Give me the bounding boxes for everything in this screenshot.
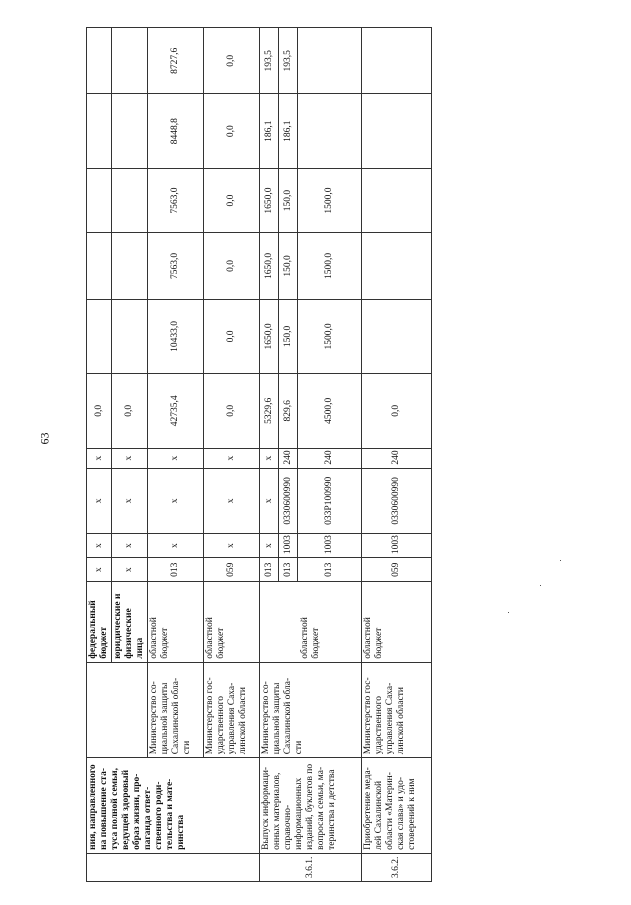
event-name-cell: ния, направленного на повышение ста-туса полной семьи, ведущей здоровый образ жизни, про-паганда ответ-ственного роди-тельства и мате-ринства (87, 758, 260, 854)
executor-cell (87, 662, 148, 758)
value-cell: 1500,0 (298, 233, 362, 299)
item-number-cell: 3.6.1. (260, 853, 362, 881)
value-cell: 1500,0 (298, 168, 362, 232)
number-cell (87, 853, 260, 881)
event-name-cell: Приобретение меда-лей Сахалинской области «Материн-ская слава» и удо-стоверений к ним (362, 758, 432, 854)
source-cell: юридические и физические лица (112, 582, 148, 662)
value-cell: 0,0 (204, 299, 260, 373)
value-cell: 1650,0 (260, 168, 279, 232)
value-cell: 0,0 (87, 374, 112, 448)
code-cell: x (204, 468, 260, 533)
code-cell: 013 (148, 558, 204, 582)
table-row (260, 28, 279, 882)
code-cell: x (112, 468, 148, 533)
value-cell: 150,0 (279, 168, 298, 232)
code-cell: x (260, 534, 279, 558)
value-cell (112, 168, 148, 232)
value-cell (362, 168, 432, 232)
executor-cell: Министерство со-циальной защиты Сахалинской обла-сти (148, 662, 204, 758)
item-number-cell: 3.6.2. (362, 853, 432, 881)
value-cell (298, 28, 362, 95)
code-cell: x (148, 448, 204, 468)
rotated-table-wrapper (86, 27, 461, 882)
code-cell: x (148, 468, 204, 533)
value-cell: 829,6 (279, 374, 298, 448)
code-cell: 033Р100990 (298, 468, 362, 533)
table-row (204, 28, 260, 882)
value-cell: 0,0 (204, 28, 260, 95)
source-cell: областной бюджет (148, 582, 204, 662)
code-cell: x (204, 534, 260, 558)
code-cell: 240 (298, 448, 362, 468)
table-row (87, 28, 112, 882)
value-cell: 4500,0 (298, 374, 362, 448)
value-cell: 0,0 (204, 94, 260, 168)
code-cell: x (112, 534, 148, 558)
value-cell: 1500,0 (298, 299, 362, 373)
scan-speck (540, 585, 541, 586)
code-cell: x (87, 468, 112, 533)
executor-cell: Министерство со-циальной защиты Сахалинской обла-сти (260, 662, 362, 758)
code-cell: x (260, 468, 279, 533)
value-cell: 1650,0 (260, 233, 279, 299)
code-cell: 013 (260, 558, 279, 582)
code-cell: x (260, 448, 279, 468)
code-cell: x (148, 534, 204, 558)
value-cell (112, 94, 148, 168)
code-cell: 1003 (279, 534, 298, 558)
value-cell (362, 233, 432, 299)
value-cell: 150,0 (279, 299, 298, 373)
value-cell (362, 94, 432, 168)
value-cell: 186,1 (260, 94, 279, 168)
value-cell (87, 94, 112, 168)
value-cell: 0,0 (204, 233, 260, 299)
scan-speck (508, 612, 509, 613)
value-cell (87, 233, 112, 299)
code-cell: x (87, 448, 112, 468)
value-cell (87, 28, 112, 95)
code-cell: 059 (362, 558, 432, 582)
value-cell: 0,0 (204, 168, 260, 232)
code-cell: 0330600990 (279, 468, 298, 533)
value-cell (362, 299, 432, 373)
source-cell: областной бюджет (204, 582, 260, 662)
source-cell: областной бюджет (260, 582, 362, 662)
value-cell: 8448,8 (148, 94, 204, 168)
table-row (362, 28, 432, 882)
page-number: 63 (37, 432, 52, 445)
code-cell: 1003 (362, 534, 432, 558)
value-cell: 150,0 (279, 233, 298, 299)
value-cell: 7563,0 (148, 233, 204, 299)
value-cell (112, 233, 148, 299)
value-cell: 0,0 (362, 374, 432, 448)
event-name-cell: Выпуск информаци-онных материалов, справочно-информационных изданий, буклетов по вопросам семьи, ма-теринства и детства (260, 758, 362, 854)
code-cell: x (112, 448, 148, 468)
value-cell (112, 28, 148, 95)
code-cell: 013 (298, 558, 362, 582)
scan-speck (560, 560, 561, 561)
code-cell: x (87, 534, 112, 558)
value-cell: 42735,4 (148, 374, 204, 448)
value-cell: 193,5 (260, 28, 279, 95)
value-cell (362, 28, 432, 95)
table-row (148, 28, 204, 882)
value-cell (87, 168, 112, 232)
code-cell: x (204, 448, 260, 468)
code-cell: 013 (279, 558, 298, 582)
executor-cell: Министерство гос-ударственного управления Саха-линской области (204, 662, 260, 758)
value-cell: 186,1 (279, 94, 298, 168)
code-cell: 059 (204, 558, 260, 582)
budget-table (86, 27, 432, 882)
code-cell: 240 (362, 448, 432, 468)
value-cell (87, 299, 112, 373)
code-cell: 240 (279, 448, 298, 468)
source-cell: федеральный бюджет (87, 582, 112, 662)
value-cell: 0,0 (112, 374, 148, 448)
value-cell: 193,5 (279, 28, 298, 95)
code-cell: x (87, 558, 112, 582)
code-cell: 0330600990 (362, 468, 432, 533)
value-cell: 5329,6 (260, 374, 279, 448)
value-cell: 0,0 (204, 374, 260, 448)
value-cell (112, 299, 148, 373)
source-cell: областной бюджет (362, 582, 432, 662)
value-cell: 7563,0 (148, 168, 204, 232)
code-cell: x (112, 558, 148, 582)
value-cell: 10433,0 (148, 299, 204, 373)
executor-cell: Министерство гос-ударственного управления Саха-линской области (362, 662, 432, 758)
code-cell: 1003 (298, 534, 362, 558)
value-cell: 1650,0 (260, 299, 279, 373)
value-cell (298, 94, 362, 168)
value-cell: 8727,6 (148, 28, 204, 95)
